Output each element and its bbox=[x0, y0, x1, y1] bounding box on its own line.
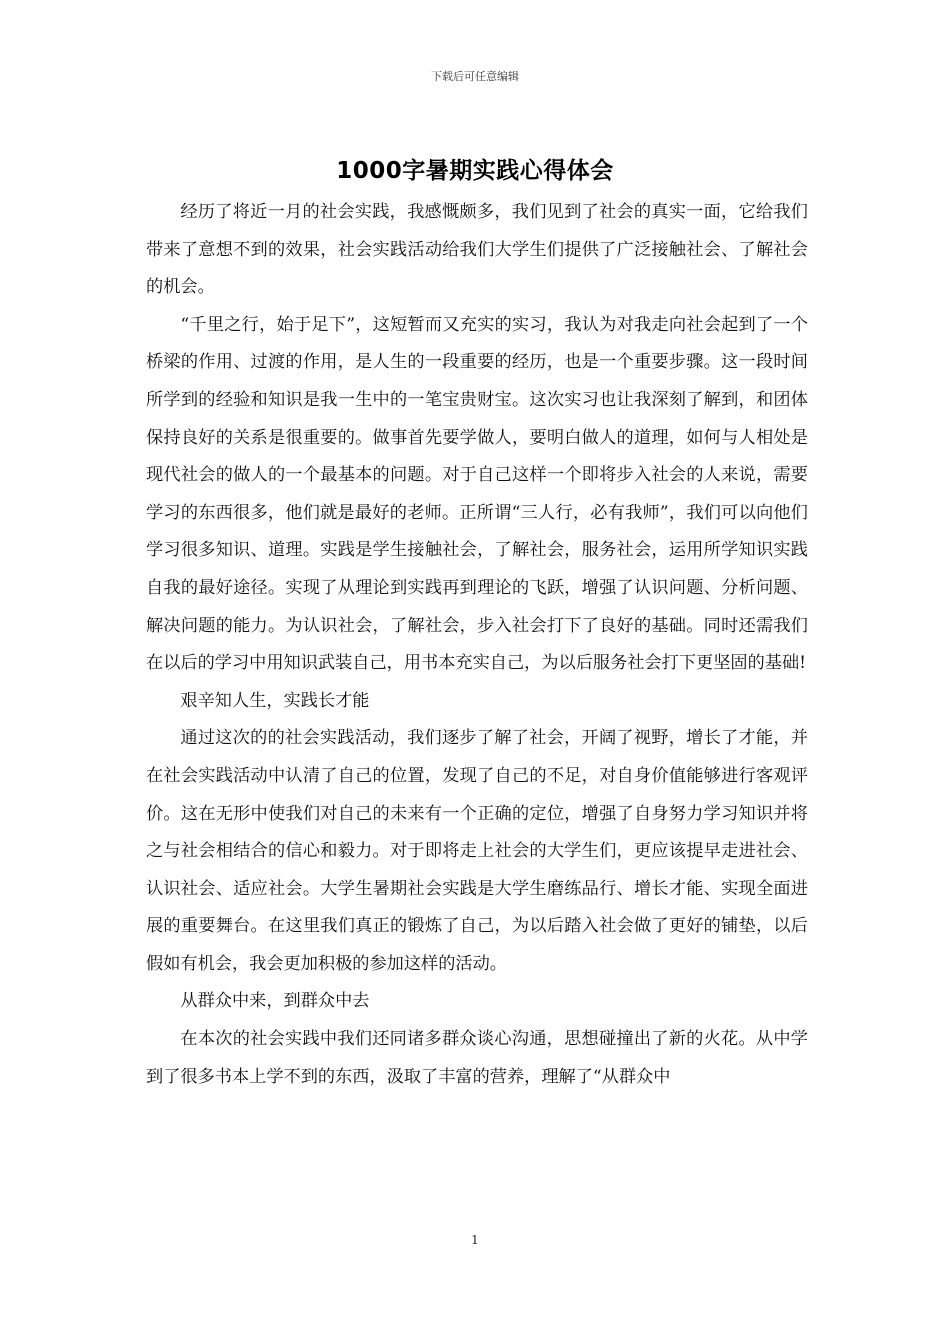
paragraph: “千里之行，始于足下”，这短暂而又充实的实习，我认为对我走向社会起到了一个桥梁的作用、过渡的作用，是人生的一段重要的经历，也是一个重要步骤。这一段时间所学到的经验和知识是我一生中的一笔宝贵财宝。这次实习也让我深刻了解到，和团体保持良好的关系是很重要的。做事首先要学做人，要明白做人的道理，如何与人相处是现代社会的做人的一个最基本的问题。对于自己这样一个即将步入社会的人来说，需要学习的东西很多，他们就是最好的老师。正所谓“三人行，必有我师”，我们可以向他们学习很多知识、道理。实践是学生接触社会，了解社会，服务社会，运用所学知识实践自我的最好途径。实现了从理论到实践再到理论的飞跃，增强了认识问题、分析问题、解决问题的能力。为认识社会，了解社会，步入社会打下了良好的基础。同时还需我们在以后的学习中用知识武装自己，用书本充实自己，为以后服务社会打下更坚固的基础! bbox=[146, 314, 808, 674]
page-number: 1 bbox=[471, 1233, 479, 1247]
paragraph: 通过这次的的社会实践活动，我们逐步了解了社会，开阔了视野，增长了才能，并在社会实践活动中认清了自己的位置，发现了自己的不足，对自身价值能够进行客观评价。这在无形中使我们对自己的未来有一个正确的定位，增强了自身努力学习知识并将之与社会相结合的信心和毅力。对于即将走上社会的大学生们，更应该提早走进社会、认识社会、适应社会。大学生暑期社会实践是大学生磨练品行、增长才能、实现全面进展的重要舞台。在这里我们真正的锻炼了自己，为以后踏入社会做了更好的铺垫，以后假如有机会，我会更加积极的参加这样的活动。 bbox=[146, 728, 808, 974]
section-heading: 从群众中来，到群众中去 bbox=[180, 991, 370, 1012]
paragraph: 经历了将近一月的社会实践，我感慨颇多，我们见到了社会的真实一面，它给我们带来了意想不到的效果，社会实践活动给我们大学生们提供了广泛接触社会、了解社会的机会。 bbox=[146, 202, 808, 298]
document-body bbox=[146, 194, 808, 1096]
paragraph: 在本次的社会实践中我们还同诸多群众谈心沟通，思想碰撞出了新的火花。从中学到了很多书本上学不到的东西，汲取了丰富的营养，理解了“从群众中 bbox=[146, 1029, 808, 1087]
section-heading: 艰辛知人生，实践长才能 bbox=[180, 690, 370, 711]
document-title: 1000字暑期实践心得体会 bbox=[336, 158, 614, 184]
page-header: 下载后可任意编辑 bbox=[431, 70, 519, 83]
